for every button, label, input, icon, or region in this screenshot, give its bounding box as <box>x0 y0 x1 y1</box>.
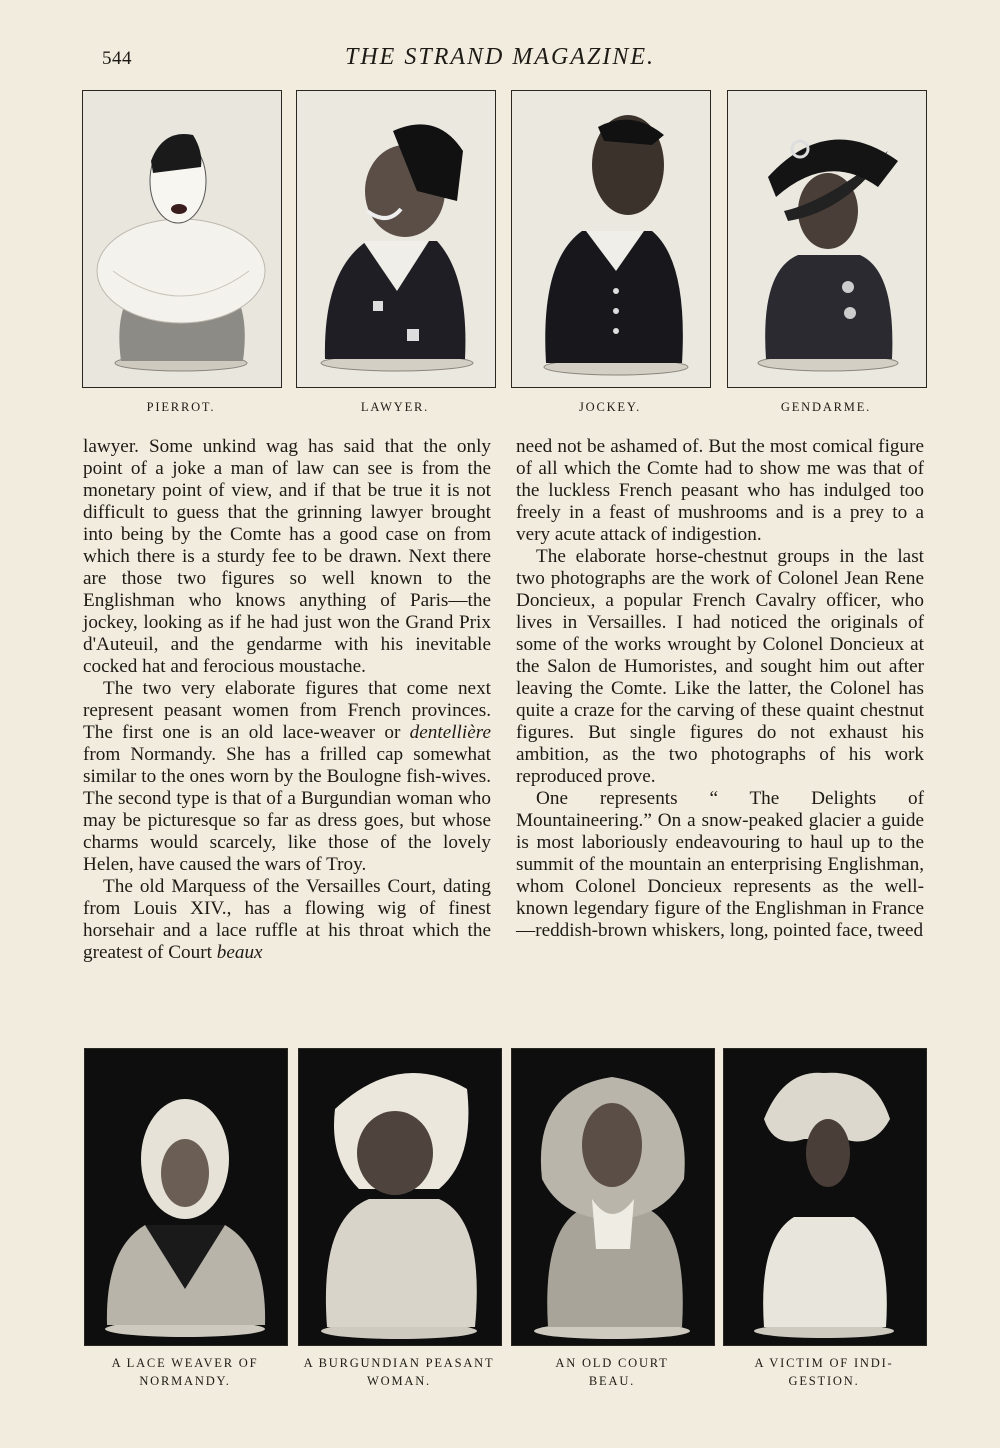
photo-old-court-beau <box>511 1048 715 1346</box>
caption-lace-weaver-line1: A LACE WEAVER OF <box>111 1356 259 1370</box>
left-paragraph-2: The two very elaborate figures that come next represent peasant women from French provinces. The first one is an old lace-weaver or dentellière from Normandy. She has a frilled cap somewhat similar to the ones worn by the Boulogne fish-wives. The second type is that of a Burgundian woman who may be picturesque so far as dress goes, but whose charms would scarcely, like those of the lovely Helen, have caused the wars of Troy. <box>83 678 491 875</box>
caption-burgundian-woman <box>292 1354 506 1390</box>
magazine-title: THE STRAND MAGAZINE. <box>345 44 655 70</box>
left-paragraph-3: The old Marquess of the Versailles Court, dating from Louis XIV., has a flowing wig of finest horsehair and a lace ruffle at his throat which the greatest of Court beaux <box>83 876 491 963</box>
caption-old-court-beau <box>511 1354 713 1390</box>
photo-pierrot <box>82 90 282 388</box>
caption-jockey: JOCKEY. <box>578 400 642 414</box>
right-paragraph-1: need not be ashamed of. But the most comical figure of all which the Comte had to show me was that of the luckless French peasant who has indulged too freely in a feast of mushrooms and is a prey to a very acute attack of indigestion. <box>516 436 924 545</box>
page-number: 544 <box>102 48 132 69</box>
caption-gendarme: GENDARME. <box>780 400 872 414</box>
caption-victim-of-indigestion <box>723 1354 925 1390</box>
photo-jockey <box>511 90 711 388</box>
left-column <box>83 436 491 964</box>
caption-victim-of-indigestion-line1: A VICTIM OF INDI- <box>754 1356 894 1370</box>
right-paragraph-3: One represents “ The Delights of Mountaineering.” On a snow-peaked glacier a guide is most laboriously endeavouring to haul up to the summit of the mountain an enterprising Englishman, whom Colonel Doncieux represents as the well-known legendary figure of the Englishman in France—reddish-brown whiskers, long, pointed face, tweed <box>516 788 924 941</box>
caption-victim-of-indigestion-line2: GESTION. <box>788 1374 860 1388</box>
photo-victim-of-indigestion <box>723 1048 927 1346</box>
right-column <box>516 436 924 942</box>
photo-burgundian-woman <box>298 1048 502 1346</box>
left-paragraph-1: lawyer. Some unkind wag has said that the only point of a joke a man of law can see is from the monetary point of view, and if that be true it is not difficult to guess that the grinning lawyer brought into being by the Comte has a good case on from which there is a sturdy fee to be drawn. Next there are those two figures so well known to the Englishman who knows anything of Paris—the jockey, looking as if he had just won the Grand Prix d'Auteuil, and the gendarme with his inevitable cocked hat and ferocious moustache. <box>83 436 491 677</box>
caption-old-court-beau-line1: AN OLD COURT <box>555 1356 669 1370</box>
photo-lace-weaver <box>84 1048 288 1346</box>
caption-lace-weaver <box>84 1354 286 1390</box>
caption-pierrot: PIERROT. <box>146 400 216 414</box>
caption-lace-weaver-line2: NORMANDY. <box>139 1374 231 1388</box>
running-header <box>0 40 1000 80</box>
caption-old-court-beau-line2: BEAU. <box>588 1374 636 1388</box>
right-paragraph-2: The elaborate horse-chestnut groups in the last two photographs are the work of Colonel Jean Rene Doncieux, a popular French Cavalry officer, who lives in Versailles. I had noticed the originals of some of the works wrought by Colonel Doncieux at the Salon de Humoristes, and sought him out after leaving the Comte. Like the latter, the Colonel has quite a craze for the carving of these quaint chestnut figures. But single figures do not exhaust his ambition, as the two photographs of his work reproduced prove. <box>516 546 924 787</box>
caption-burgundian-woman-line2: WOMAN. <box>367 1374 431 1388</box>
photo-gendarme <box>727 90 927 388</box>
photo-lawyer <box>296 90 496 388</box>
caption-lawyer: LAWYER. <box>360 400 430 414</box>
caption-burgundian-woman-line1: A BURGUNDIAN PEASANT <box>303 1356 495 1370</box>
